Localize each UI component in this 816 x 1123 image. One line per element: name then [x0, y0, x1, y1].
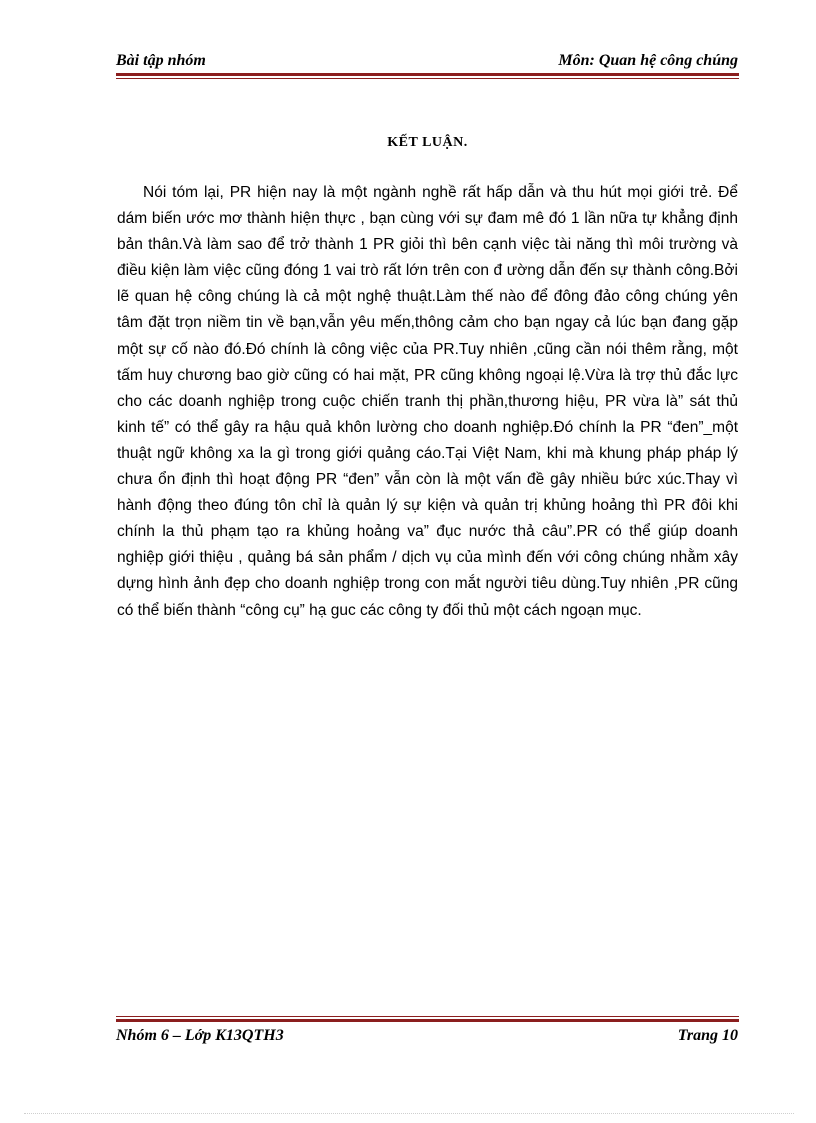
page-number: Trang 10: [677, 1027, 738, 1044]
page-header: [116, 46, 738, 70]
footer-rule-thick: [116, 1019, 739, 1022]
footer-group-label: Nhóm 6 – Lớp K13QTH3: [116, 1027, 284, 1044]
page-footer: [116, 1025, 738, 1047]
header-course-label: Bài tập nhóm: [116, 52, 206, 69]
footer-rule-thin: [116, 1016, 739, 1017]
page-bottom-edge: [24, 1113, 794, 1114]
header-subject-label: Môn: Quan hệ công chúng: [558, 52, 738, 69]
section-title: KẾT LUẬN.: [387, 135, 468, 150]
header-rule-thick: [116, 73, 739, 76]
conclusion-paragraph: Nói tóm lại, PR hiện nay là một ngành nghề rất hấp dẫn và thu hút mọi giới trẻ. Để dám biến ước mơ thành hiện thực , bạn cùng với sự đam mê đó 1 lần nữa tự khẳng định bản thân.Và làm sao để trở thành 1 PR giỏi thì bên cạnh việc tài năng thì môi trường và điều kiện làm việc cũng đóng 1 vai trò rất lớn trên con đ ường dẫn đến sự thành công.Bởi lẽ quan hệ công chúng là cả một nghệ thuật.Làm thế nào để đông đảo công chúng yên tâm đặt trọn niềm tin về bạn,vẫn yêu mến,thông cảm cho bạn ngay cả lúc bạn đang gặp một sự cố nào đó.Đó chính là công việc của PR.Tuy nhiên ,cũng cần nói thêm rằng, một tấm huy chương bao giờ cũng có hai mặt, PR cũng không ngoại lệ.Vừa là trợ thủ đắc lực cho các doanh nghiệp trong cuộc chiến tranh thị phần,thương hiệu, PR vừa là” sát thủ kinh tế” có thể gây ra hậu quả khôn lường cho doanh nghiệp.Đó chính la PR “đen”_một thuật ngữ không xa la gì trong giới quảng cáo.Tại Việt Nam, khi mà khung pháp pháp lý chưa ổn định thì hoạt động PR “đen” vẫn còn là một vấn đề gây nhiều bức xúc.Thay vì hành động theo đúng tôn chỉ là quản lý sự kiện và quản trị khủng hoảng thì PR đôi khi chính la thủ phạm tạo ra khủng hoảng va” đục nước thả câu”.PR có thể giúp doanh nghiệp giới thiệu , quảng bá sản phẩm / dịch vụ của mình đến với công chúng nhằm xây dựng hình ảnh đẹp cho doanh nghiệp trong con mắt người tiêu dùng.Tuy nhiên ,PR cũng có thể biến thành “công cụ” hạ guc các công ty đối thủ một cách ngoạn mục.: [117, 184, 738, 619]
header-rule-thin: [116, 78, 739, 79]
